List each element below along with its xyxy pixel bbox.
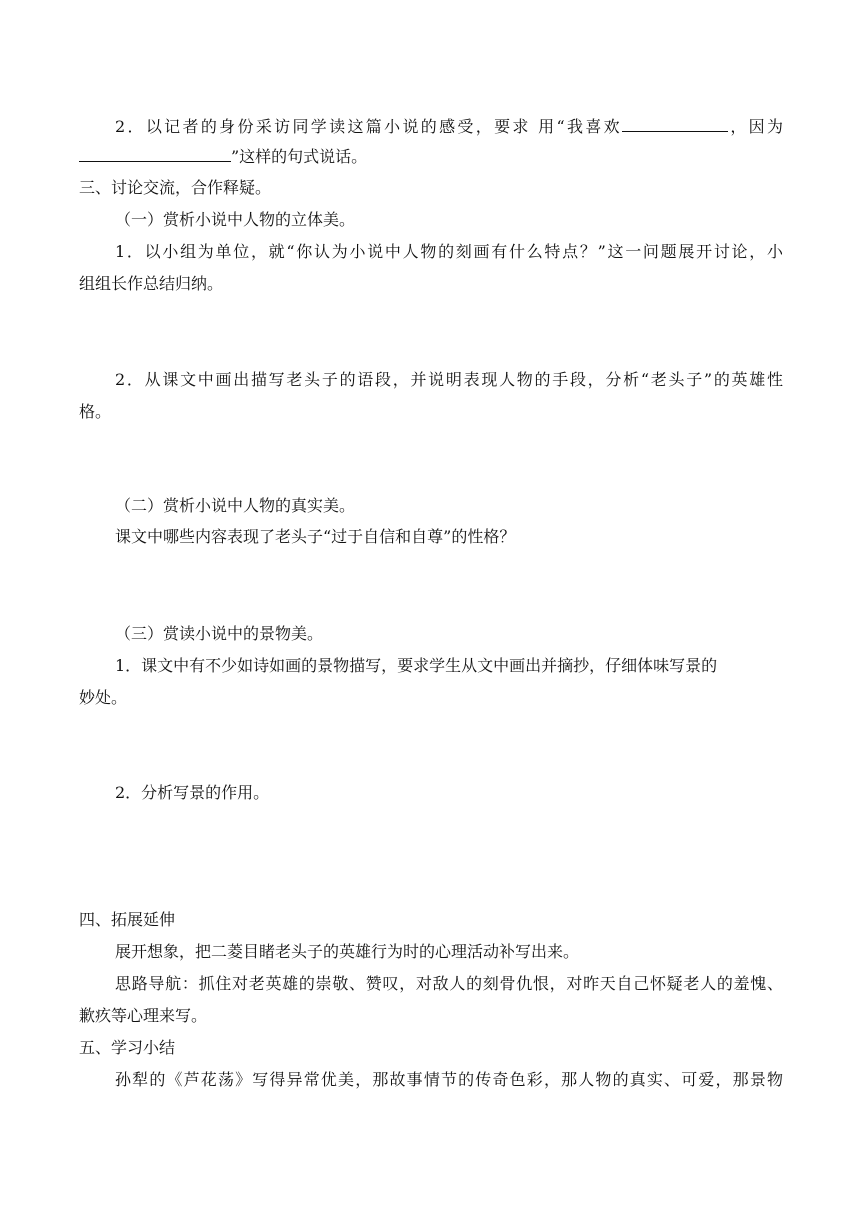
section-3-title: 三、讨论交流，合作释疑。 [79,178,272,197]
question-4: 2．分析写景的作用。 [115,783,270,802]
subsection-2-title: （二）赏析小说中人物的真实美。 [115,496,356,515]
section-4-title: 四、拓展延伸 [79,910,176,929]
question-3-line-1: 1．课文中有不少如诗如画的景物描写，要求学生从文中画出并摘抄，仔细体味写景的 [115,656,718,675]
subsection-3-title: （三）赏读小说中的景物美。 [115,624,324,643]
question-2-line-1 [115,116,783,137]
question-2-connector: ，因为 [728,117,783,136]
fill-blank-2[interactable] [79,146,231,162]
subsection-2-question: 课文中哪些内容表现了老头子“过于自信和自尊”的性格？ [115,527,516,546]
question-1-line-1: 1．以小组为单位，就“你认为小说中人物的刻画有什么特点？”这一问题展开讨论，小 [115,242,783,261]
section-5-text: 孙犁的《芦花荡》写得异常优美，那故事情节的传奇色彩，那人物的真实、可爱，那景物 [115,1070,783,1089]
question-2b-line-1: 2．从课文中画出描写老头子的语段，并说明表现人物的手段，分析“老头子”的英雄性 [115,370,783,389]
section-4-hint-line-2: 歉疚等心理来写。 [79,1006,208,1025]
question-1-line-2: 组组长作总结归纳。 [79,274,224,293]
question-2-prompt: 2．以记者的身份采访同学读这篇小说的感受，要求 用“我喜欢 [115,117,622,136]
question-2-suffix: ”这样的句式说话。 [231,147,368,166]
question-3-line-2: 妙处。 [79,688,128,707]
section-4-hint-line-1: 思路导航：抓住对老英雄的崇敬、赞叹，对敌人的刻骨仇恨，对昨天自己怀疑老人的羞愧、 [115,974,783,993]
fill-blank-1[interactable] [622,116,728,132]
section-4-task: 展开想象，把二菱目睹老头子的英雄行为时的心理活动补写出来。 [115,942,580,961]
subsection-1-title: （一）赏析小说中人物的立体美。 [115,210,356,229]
question-2-line-2 [79,146,783,167]
question-2b-line-2: 格。 [79,402,112,421]
section-5-title: 五、学习小结 [79,1038,176,1057]
